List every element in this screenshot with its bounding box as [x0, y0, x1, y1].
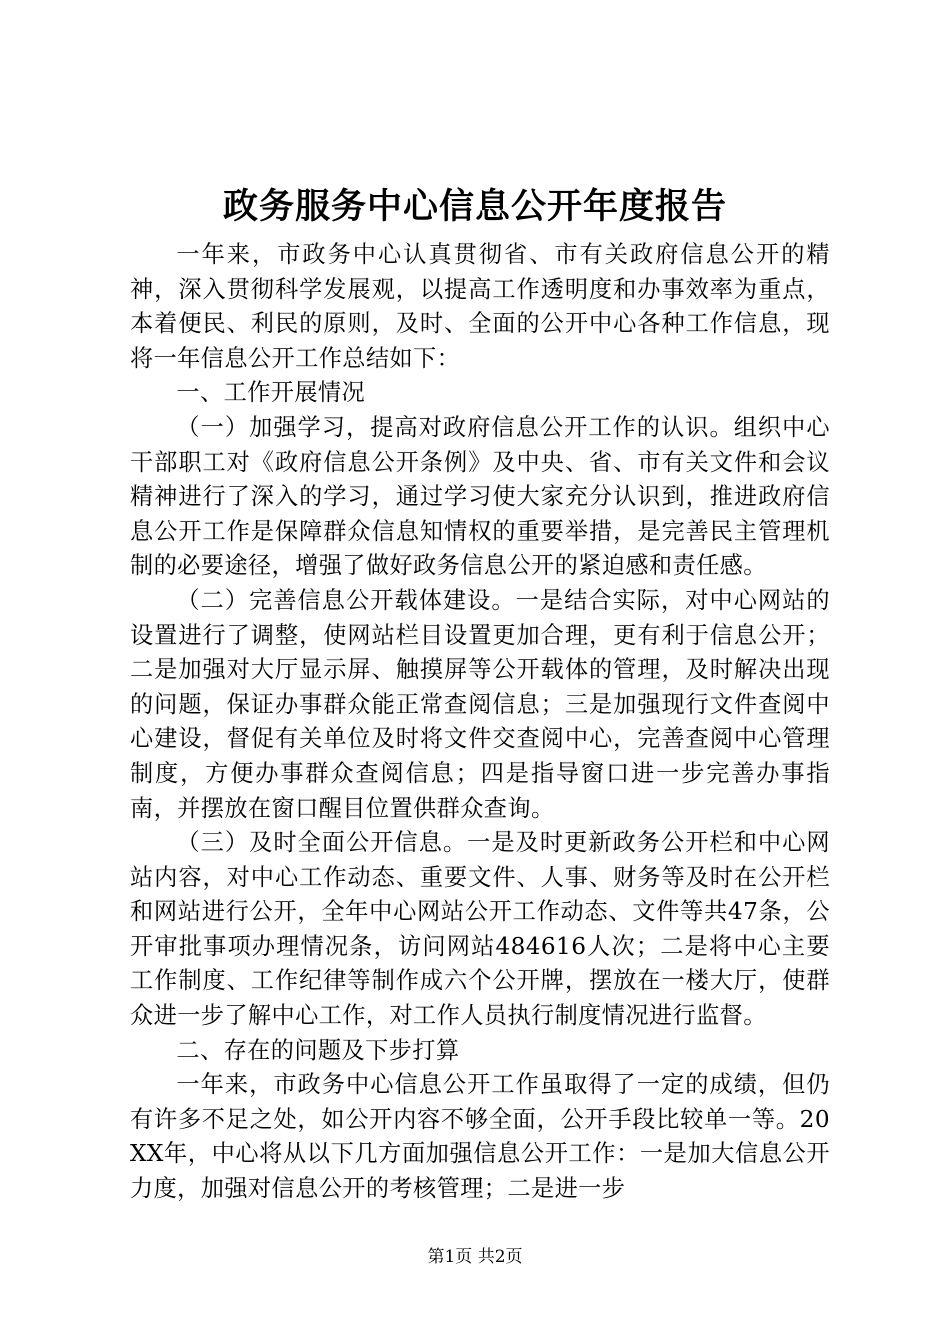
paragraph-carrier: （二）完善信息公开载体建设。一是结合实际，对中心网站的设置进行了调整，使网站栏目设置更加合理，更有利于信息公开；二是加强对大厅显示屏、触摸屏等公开载体的管理，及时解决出现的问题，保证办事群众能正常查阅信息；三是加强现行文件查阅中心建设，督促有关单位及时将文件交查阅中心，完善查阅中心管理制度，方便办事群众查阅信息；四是指导窗口进一步完善办事指南，并摆放在窗口醒目位置供群众查询。 [130, 586, 830, 822]
section-heading-2: 二、存在的问题及下步打算 [176, 1036, 460, 1064]
paragraph-problems: 一年来，市政务中心信息公开工作虽取得了一定的成绩，但仍有许多不足之处，如公开内容不够全面，公开手段比较单一等。20XX年，中心将从以下几方面加强信息公开工作：一是加大信息公开力度，加强对信息公开的考核管理；二是进一步 [130, 1071, 830, 1203]
paragraph-disclosure: （三）及时全面公开信息。一是及时更新政务公开栏和中心网站内容，对中心工作动态、重要文件、人事、财务等及时在公开栏和网站进行公开，全年中心网站公开工作动态、文件等共47条，公开审批事项办理情况条，访问网站484616人次；二是将中心主要工作制度、工作纪律等制作成六个公开牌，摆放在一楼大厅，使群众进一步了解中心工作，对工作人员执行制度情况进行监督。 [130, 829, 830, 1030]
document-body [130, 238, 830, 1207]
section-heading-1: 一、工作开展情况 [176, 379, 366, 407]
paragraph-study: （一）加强学习，提高对政府信息公开工作的认识。组织中心干部职工对《政府信息公开条例》及中央、省、市有关文件和会议精神进行了深入的学习，通过学习使大家充分认识到，推进政府信息公开工作是保障群众信息知情权的重要举措，是完善民主管理机制的必要途径，增强了做好政务信息公开的紧迫感和责任感。 [130, 413, 830, 580]
document-title: 政务服务中心信息公开年度报告 [222, 186, 727, 227]
page-number: 第1页 共2页 [427, 1247, 523, 1267]
paragraph-intro: 一年来，市政务中心认真贯彻省、市有关政府信息公开的精神，深入贯彻科学发展观，以提高工作透明度和办事效率为重点，本着便民、利民的原则，及时、全面的公开中心各种工作信息，现将一年信息公开工作总结如下： [130, 241, 830, 372]
